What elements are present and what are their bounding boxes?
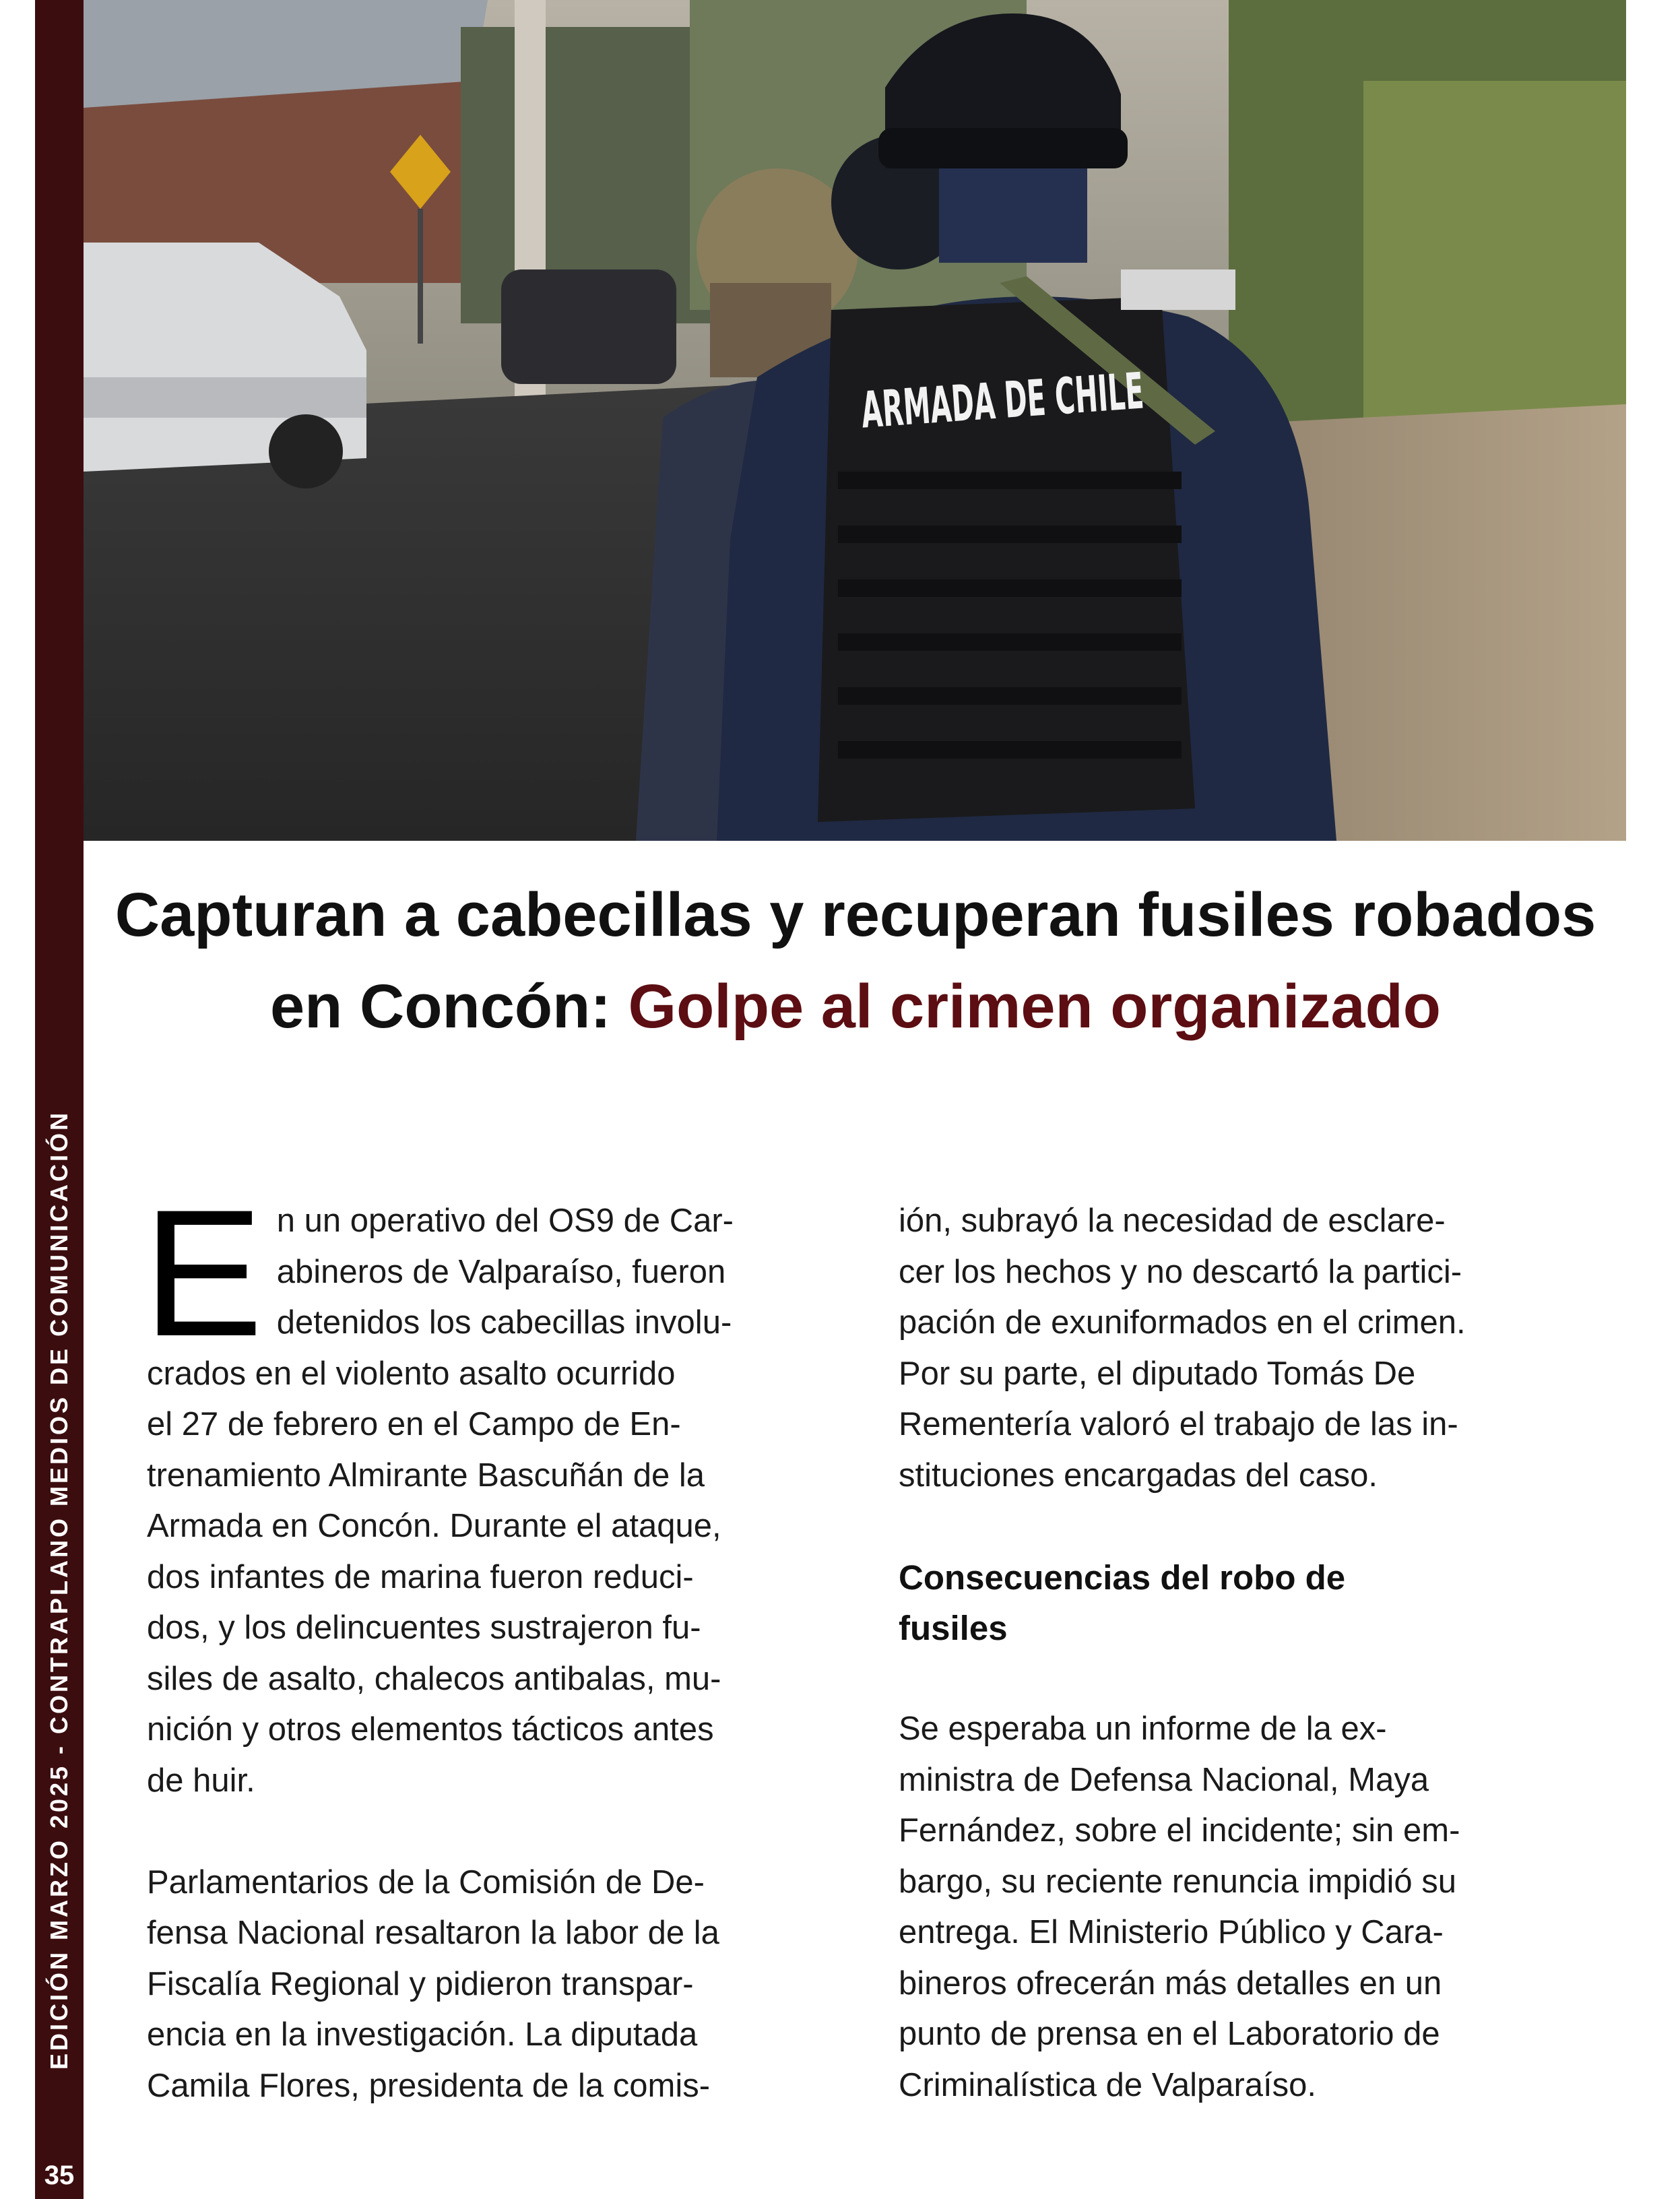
text-line: Fiscalía Regional y pidieron transpar- — [147, 1965, 694, 2002]
text-line: trenamiento Almirante Bascuñán de la — [147, 1457, 705, 1494]
drop-cap: E — [143, 1172, 263, 1374]
subhead-line: fusiles — [899, 1608, 1008, 1647]
text-line: bineros ofrecerán más detalles en un — [899, 1965, 1442, 2002]
text-line: Se esperaba un informe de la ex- — [899, 1711, 1387, 1747]
hero-photo — [84, 0, 1626, 841]
paragraph-3 — [899, 1196, 1559, 1501]
text-line: bargo, su reciente renuncia impidió su — [899, 1863, 1457, 1900]
text-line: entrega. El Ministerio Público y Cara- — [899, 1914, 1444, 1950]
vest-label: ARMADA DE CHILE — [859, 346, 1380, 440]
text-line: Parlamentarios de la Comisión de De- — [147, 1863, 705, 1901]
text-line: fensa Nacional resaltaron la labor de la — [147, 1915, 719, 1951]
title-accent: Golpe al crimen organizado — [628, 972, 1441, 1041]
text-line: encia en la investigación. La diputada — [147, 2016, 698, 2053]
paragraph-2 — [147, 1857, 807, 2112]
text-line: siles de asalto, chalecos antibalas, mu- — [147, 1660, 721, 1697]
page-number: 35 — [44, 2161, 75, 2190]
article-title — [108, 869, 1603, 1052]
text-line: el 27 de febrero en el Campo de En- — [147, 1406, 681, 1442]
section-subheading — [899, 1552, 1559, 1653]
text-line: crados en el violento asalto ocurrido — [147, 1355, 676, 1392]
text-line: ión, subrayó la necesidad de esclare- — [899, 1203, 1446, 1239]
text-line: stituciones encargadas del caso. — [899, 1457, 1378, 1494]
text-line: dos infantes de marina fueron reduci- — [147, 1558, 694, 1595]
title-main: Capturan a cabecillas y recuperan fusiles robados en Concón: — [115, 881, 1596, 1041]
text-line: de huir. — [147, 1762, 255, 1799]
text-line: ministra de Defensa Nacional, Maya — [899, 1761, 1429, 1798]
text-line: dos, y los delincuentes sustrajeron fu- — [147, 1610, 701, 1646]
text-line: Armada en Concón. Durante el ataque, — [147, 1508, 721, 1544]
text-line: detenidos los cabecillas involu- — [276, 1304, 732, 1341]
edition-label: EDICIÓN MARZO 2025 - CONTRAPLANO MEDIOS DE COMUNICACIÓN — [45, 1110, 73, 2070]
article-column-right — [899, 1196, 1559, 2111]
text-line: nición y otros elementos tácticos antes — [147, 1711, 714, 1748]
text-line: punto de prensa en el Laboratorio de — [899, 2016, 1440, 2052]
text-line: abineros de Valparaíso, fueron — [276, 1253, 726, 1290]
text-line: n un operativo del OS9 de Car- — [276, 1203, 734, 1239]
text-line: Criminalística de Valparaíso. — [899, 2066, 1317, 2103]
text-line: pación de exuniformados en el crimen. — [899, 1304, 1466, 1341]
text-line: Fernández, sobre el incidente; sin em- — [899, 1812, 1460, 1849]
article-column-left — [143, 1172, 807, 2111]
text-line: Camila Flores, presidenta de la comis- — [147, 2067, 711, 2104]
paragraph-4 — [899, 1704, 1559, 2111]
text-line: Rementería valoró el trabajo de las in- — [899, 1406, 1458, 1442]
text-line: cer los hechos y no descartó la partici- — [899, 1253, 1462, 1290]
text-line: Por su parte, el diputado Tomás De — [899, 1355, 1416, 1392]
subhead-line: Consecuencias del robo de — [899, 1558, 1346, 1597]
